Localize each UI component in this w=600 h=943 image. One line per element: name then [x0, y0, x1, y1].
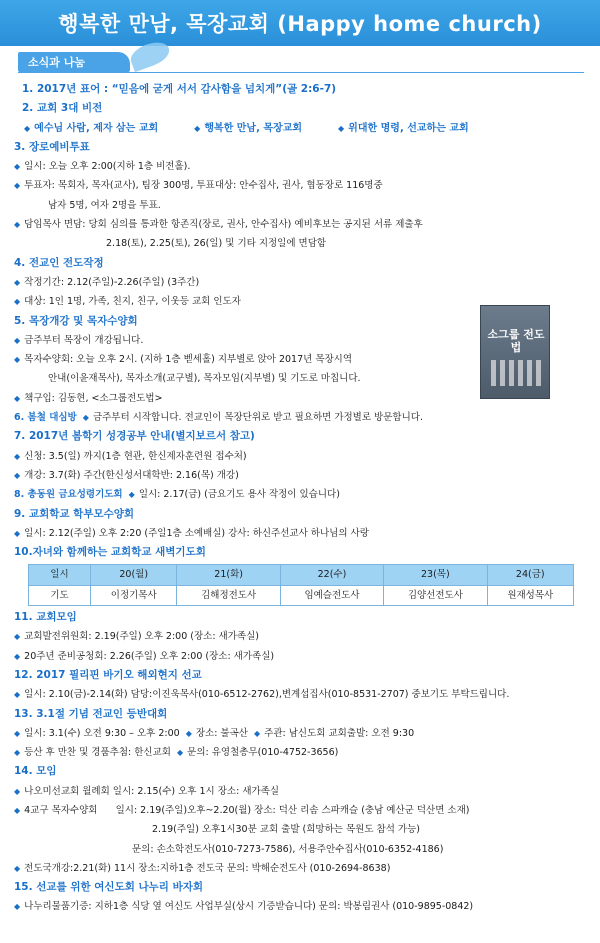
diamond-bullet-icon: ◆	[14, 335, 21, 345]
list-item: ◆ 일시: 2.10(금)-2.14(화) 담당:이진욱목사(010-6512-2762),변계섭집사(010-8531-2707) 중보기도 부탁드립니다.	[14, 689, 510, 701]
list-item: ◆ 교회발전위원회: 2.19(주일) 오후 2:00 (장소: 새가족실)	[14, 631, 259, 643]
bible-study-heading: 7. 2017년 봄학기 성경공부 안내(별지보르서 참고)	[14, 430, 255, 443]
list-item: ◆ 투표자: 목회자, 목자(교사), 팀장 300명, 투표대상: 안수집사, 권사, 협동장로 116명중	[14, 180, 383, 192]
vision-item: ◆ 행복한 만남, 목장교회	[194, 122, 303, 134]
book-title: 소그룹 전도법	[487, 328, 545, 354]
list-item: ◆ 담임목사 면담: 당회 심의를 통과한 항존직(장로, 권사, 안수집사) 예비후보는 공지된 서류 제출후	[14, 219, 423, 231]
table-row	[29, 565, 574, 585]
table-cell: 24(금)	[487, 565, 573, 585]
bazaar-heading: 15. 선교를 위한 여신도회 나누리 바자회	[14, 881, 204, 894]
section-tab-label: 소식과 나눔	[28, 56, 85, 69]
list-item: ◆ 등산 후 만찬 및 경품추첨: 한신교회 ◆ 문의: 유영철총무(010-4752-3656)	[14, 747, 339, 759]
visitation-heading: 6. 봄철 대심방	[14, 412, 77, 424]
evangelism-heading: 4. 전교인 전도작정	[14, 256, 104, 269]
list-item: ◆ 작정기간: 2.12(주일)-2.26(주일) (3주간)	[14, 276, 200, 288]
diamond-bullet-icon: ◆	[14, 393, 21, 403]
mission-heading: 12. 2017 필리핀 바기오 해외현지 선교	[14, 668, 202, 681]
vision-heading: 2. 교회 3대 비전	[22, 102, 103, 115]
diamond-bullet-icon: ◆	[14, 181, 21, 191]
prayer-meeting-row: 8. 총동원 금요성령기도회 ◆ 일시: 2.17(금) (금요기도 용사 작정이 있습니다)	[14, 489, 340, 501]
diamond-bullet-icon: ◆	[14, 470, 21, 480]
diamond-bullet-icon: ◆	[14, 355, 21, 365]
vision-item: ◆ 위대한 명령, 선교하는 교회	[338, 122, 469, 134]
tab-divider	[18, 72, 584, 73]
diamond-bullet-icon: ◆	[14, 863, 21, 873]
parents-retreat-heading: 9. 교회학교 학부모수양회	[14, 507, 135, 520]
list-item: ◆ 20주년 준비공청회: 2.26(주일) 오후 2:00 (장소: 새가족실)	[14, 650, 275, 662]
table-cell: 임예슬전도사	[280, 585, 383, 605]
table-cell: 이정기목사	[91, 585, 177, 605]
table-row	[29, 585, 574, 605]
table-cell: 김양선전도사	[384, 585, 487, 605]
list-item-continued: 안내(이윤재목사), 목자소개(교구별), 목자모임(지부별) 및 기도로 마칩니다.	[48, 373, 361, 385]
list-item: ◆ 4교구 목자수양회 일시: 2.19(주일)오후~2.20(월) 장소: 덕산 리솜 스파캐슬 (충남 예산군 덕산면 소재)	[14, 804, 470, 816]
table-cell: 21(화)	[177, 565, 280, 585]
diamond-bullet-icon: ◆	[14, 786, 21, 796]
church-meetings-heading: 11. 교회모임	[14, 611, 77, 624]
table-cell: 22(수)	[280, 565, 383, 585]
list-item: ◆ 일시: 3.1(수) 오전 9:30 – 오후 2:00 ◆ 장소: 불곡산 ◆ 주관: 남신도회 교회출발: 오전 9:30	[14, 727, 415, 739]
diamond-bullet-icon: ◆	[194, 123, 201, 133]
diamond-bullet-icon: ◆	[338, 123, 345, 133]
motto-heading: 1. 2017년 표어 : “믿음에 굳게 서서 감사함을 넘치게”(골 2:6-7)	[22, 83, 337, 95]
diamond-bullet-icon: ◆	[14, 162, 21, 172]
vision-list	[14, 119, 586, 138]
diamond-bullet-icon: ◆	[14, 451, 21, 461]
diamond-bullet-icon: ◆	[254, 728, 261, 738]
diamond-bullet-icon: ◆	[24, 123, 31, 133]
diamond-bullet-icon: ◆	[14, 277, 21, 287]
table-cell: 23(목)	[384, 565, 487, 585]
cell-group-heading: 5. 목장개강 및 목자수양회	[14, 314, 138, 327]
news-content	[14, 80, 586, 917]
visitation-row: 6. 봄철 대심방 ◆ 금주부터 시작합니다. 전교인이 목장단위로 받고 필요하면 가정별로 방문합니다.	[14, 412, 423, 424]
diamond-bullet-icon: ◆	[14, 748, 21, 758]
list-item-continued: 남자 5명, 여자 2명을 투표.	[48, 199, 161, 211]
diamond-bullet-icon: ◆	[14, 651, 21, 661]
diamond-bullet-icon: ◆	[14, 805, 21, 815]
list-item: ◆ 책구입: 김동현, <소그룹전도법>	[14, 392, 163, 404]
list-item: ◆ 일시: 오늘 오후 2:00(지하 1층 비전홀).	[14, 161, 191, 173]
section-tab	[18, 52, 130, 72]
diamond-bullet-icon: ◆	[176, 748, 184, 758]
prayer-meeting-heading: 8. 총동원 금요성령기도회	[14, 489, 123, 501]
table-cell: 기도	[29, 585, 91, 605]
list-item: ◆ 나누리물품기증: 지하1층 식당 옆 여신도 사업부실(상시 기증받습니다) 문의: 박봉림권사 (010-9895-0842)	[14, 901, 474, 913]
diamond-bullet-icon: ◆	[14, 728, 21, 738]
diamond-bullet-icon: ◆	[185, 728, 192, 738]
diamond-bullet-icon: ◆	[14, 902, 21, 912]
table-cell: 일시	[29, 565, 91, 585]
diamond-bullet-icon: ◆	[14, 690, 21, 700]
diamond-bullet-icon: ◆	[14, 632, 21, 642]
diamond-bullet-icon: ◆	[14, 220, 21, 230]
table-cell: 20(월)	[91, 565, 177, 585]
list-item-continued: 2.19(주일) 오후1시30분 교회 출발 (희망하는 목원도 참석 가능)	[152, 824, 420, 836]
dawn-prayer-table	[28, 564, 574, 606]
elder-vote-heading: 3. 장로예비투표	[14, 140, 90, 153]
list-item: ◆ 나오미선교회 월례회 일시: 2.15(수) 오후 1시 장소: 새가족실	[14, 785, 280, 797]
dawn-prayer-heading: 10.자녀와 함께하는 교회학교 새벽기도회	[14, 546, 206, 559]
vision-item: ◆ 예수님 사람, 제자 삼는 교회	[24, 122, 159, 134]
list-item: ◆ 전도국개강:2.21(화) 11시 장소:지하1층 전도국 문의: 박해순전도사 (010-2694-8638)	[14, 862, 391, 874]
gatherings-heading: 14. 모임	[14, 765, 57, 778]
table-cell: 원재성목사	[487, 585, 573, 605]
list-item: ◆ 목자수양회: 오늘 오후 2시. (지하 1층 벧세홀) 지부별로 앉아 2017년 목장시역	[14, 354, 353, 366]
list-item: ◆ 개강: 3.7(화) 주간(한신성서대학반: 2.16(목) 개강)	[14, 469, 239, 481]
list-item: ◆ 대상: 1인 1명, 가족, 친지, 친구, 이웃등 교회 인도자	[14, 296, 241, 308]
page-title: 행복한 만남, 목장교회 (Happy home church)	[58, 12, 542, 36]
list-item: ◆ 신청: 3.5(일) 까지(1층 현관, 한신제자훈련원 접수처)	[14, 450, 247, 462]
diamond-bullet-icon: ◆	[82, 413, 89, 423]
list-item: ◆ 일시: 2.12(주일) 오후 2:20 (주일1층 소예배실) 강사: 하신주선교사 하나님의 사랑	[14, 527, 369, 539]
list-item: ◆ 금주부터 목장이 개강됩니다.	[14, 334, 144, 346]
diamond-bullet-icon: ◆	[14, 297, 21, 307]
hiking-heading: 13. 3.1절 기념 전교인 등반대회	[14, 707, 168, 720]
diamond-bullet-icon: ◆	[14, 528, 21, 538]
diamond-bullet-icon: ◆	[128, 490, 135, 500]
list-item-continued: 문의: 손소학전도사(010-7273-7586), 서용주안수집사(010-6352-4186)	[132, 843, 444, 855]
table-cell: 김해정전도사	[177, 585, 280, 605]
list-item-continued: 2.18(토), 2.25(토), 26(일) 및 기타 지정일에 면담함	[106, 238, 327, 250]
page-header	[0, 0, 600, 46]
